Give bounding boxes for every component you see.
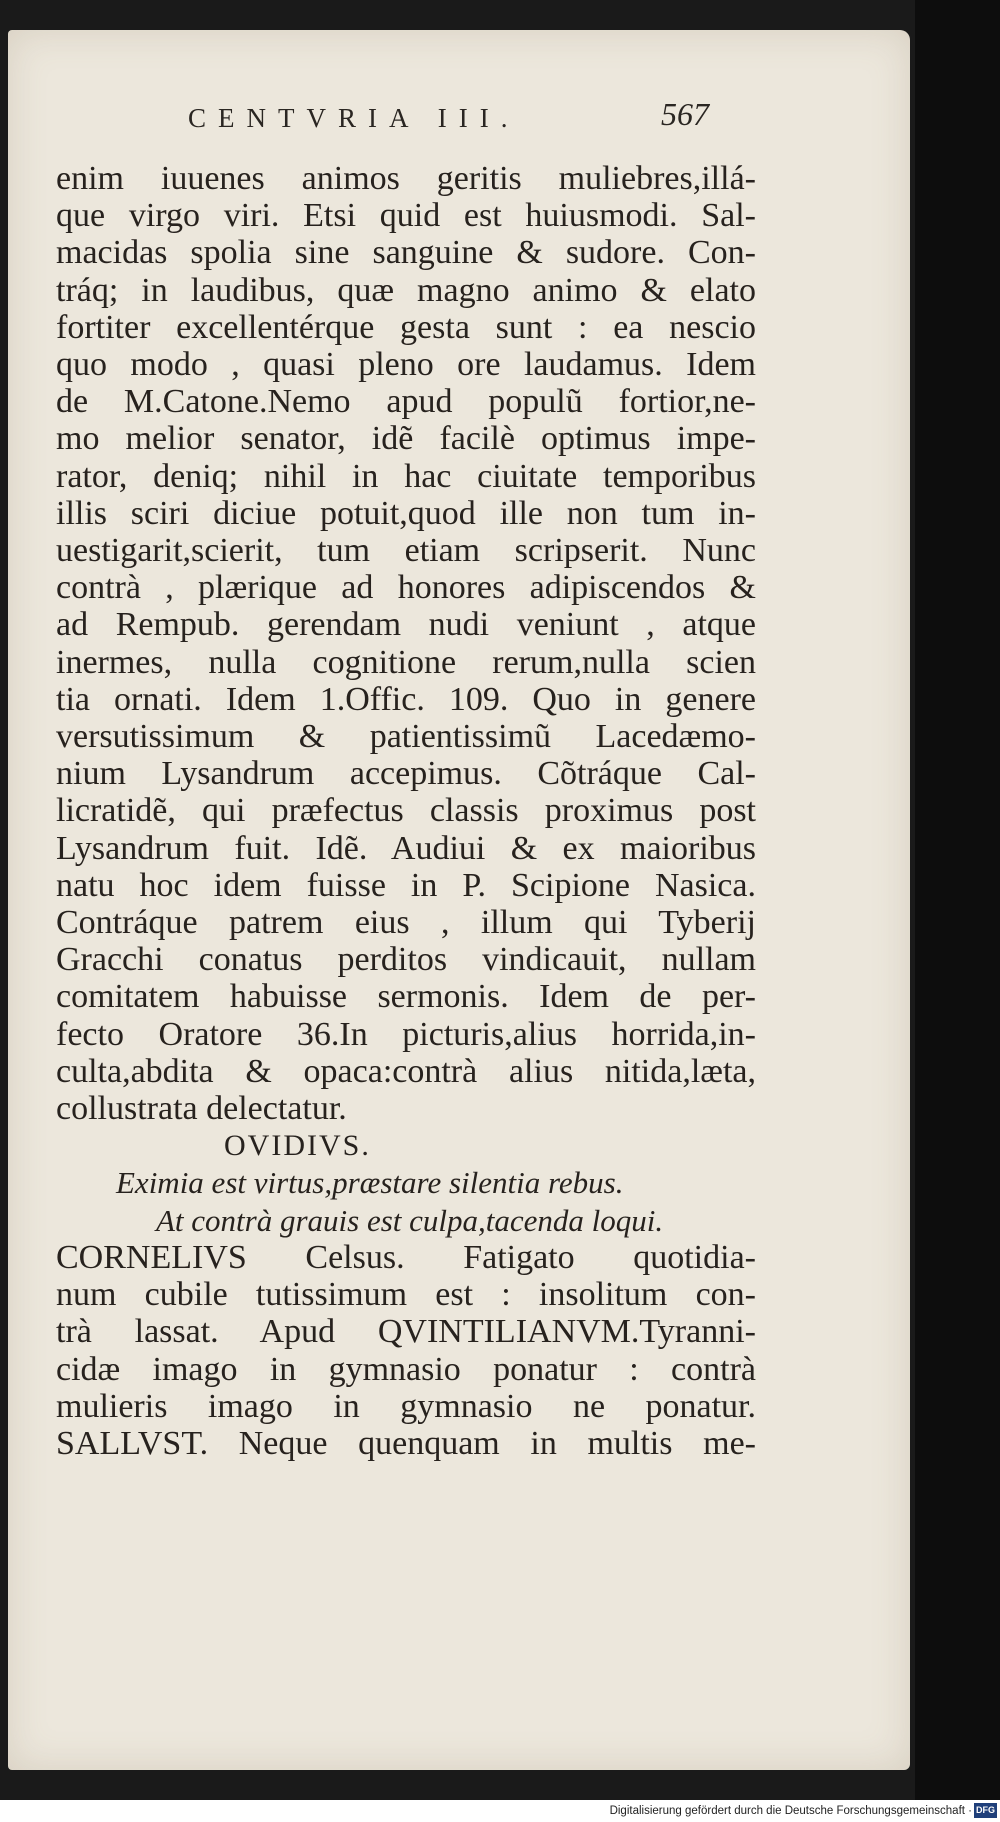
verse-line: At contrà grauis est culpa,tacenda loqui.: [156, 1202, 664, 1238]
text-line: que virgo viri. Etsi quid est huiusmodi. Sal-: [56, 197, 756, 235]
text-line: licratidẽ, qui præfectus classis proximus post: [56, 792, 756, 830]
book-page: [8, 30, 910, 1770]
text-line: SALLVST. Neque quenquam in multis me-: [56, 1424, 756, 1462]
text-line: natu hoc idem fuisse in P. Scipione Nasica.: [56, 866, 756, 904]
text-line: Gracchi conatus perditos vindicauit, nullam: [56, 941, 756, 979]
running-head: CENTVRIA III.: [188, 103, 520, 133]
text-line: fortiter excellentérque gesta sunt : ea nescio: [56, 308, 756, 346]
main-text: [56, 160, 756, 1462]
text-line: fecto Oratore 36.In picturis,alius horrida,in-: [56, 1015, 756, 1053]
text-line: cidæ imago in gymnasio ponatur : contrà: [56, 1350, 756, 1388]
verse-line: Eximia est virtus,præstare silentia rebus.: [116, 1165, 624, 1201]
text-line: quo modo , quasi pleno ore laudamus. Idem: [56, 346, 756, 384]
text-line: contrà , plærique ad honores adipiscendos &: [56, 569, 756, 607]
text-line: comitatem habuisse sermonis. Idem de per-: [56, 978, 756, 1016]
footer-bar: [0, 1800, 1000, 1822]
text-line: tia ornati. Idem 1.Offic. 109. Quo in genere: [56, 680, 756, 718]
text-line: illis sciri diciue potuit,quod ille non tum in-: [56, 494, 756, 532]
section-heading: OVIDIVS.: [224, 1129, 371, 1163]
page-number: 567: [661, 96, 709, 132]
text-line: Lysandrum fuit. Idẽ. Audiui & ex maioribus: [56, 829, 756, 867]
text-line: trà lassat. Apud QVINTILIANVM.Tyranni-: [56, 1313, 756, 1351]
text-line: Contráque patrem eius , illum qui Tyberij: [56, 904, 756, 942]
footer-credit: Digitalisierung gefördert durch die Deutsche Forschungsgemeinschaft ·: [609, 1805, 972, 1817]
text-line: de M.Catone.Nemo apud populũ fortior,ne-: [56, 383, 756, 421]
text-line: macidas spolia sine sanguine & sudore. Con-: [56, 234, 756, 272]
scan-dark-margin: [915, 0, 1000, 1800]
text-line: culta,abdita & opaca:contrà alius nitida,læta,: [56, 1052, 756, 1090]
text-line: collustrata delectatur.: [56, 1090, 347, 1128]
text-line: versutissimum & patientissimũ Lacedæmo-: [56, 718, 756, 756]
text-line: nium Lysandrum accepimus. Cõtráque Cal-: [56, 755, 756, 793]
text-line: enim iuuenes animos geritis muliebres,illá-: [56, 160, 756, 197]
text-line: inermes, nulla cognitione rerum,nulla scien: [56, 643, 756, 681]
dfg-logo-icon: DFG: [974, 1803, 997, 1818]
text-line: CORNELIVS Celsus. Fatigato quotidia-: [56, 1238, 756, 1276]
text-line: mo melior senator, idẽ facilè optimus impe-: [56, 420, 756, 458]
text-line: tráq; in laudibus, quæ magno animo & elato: [56, 271, 756, 309]
text-line: mulieris imago in gymnasio ne ponatur.: [56, 1387, 756, 1425]
text-line: ad Rempub. gerendam nudi veniunt , atque: [56, 606, 756, 644]
text-line: uestigarit,scierit, tum etiam scripserit. Nunc: [56, 532, 756, 570]
text-line: rator, deniq; nihil in hac ciuitate temporibus: [56, 457, 756, 495]
text-line: num cubile tutissimum est : insolitum con-: [56, 1276, 756, 1314]
